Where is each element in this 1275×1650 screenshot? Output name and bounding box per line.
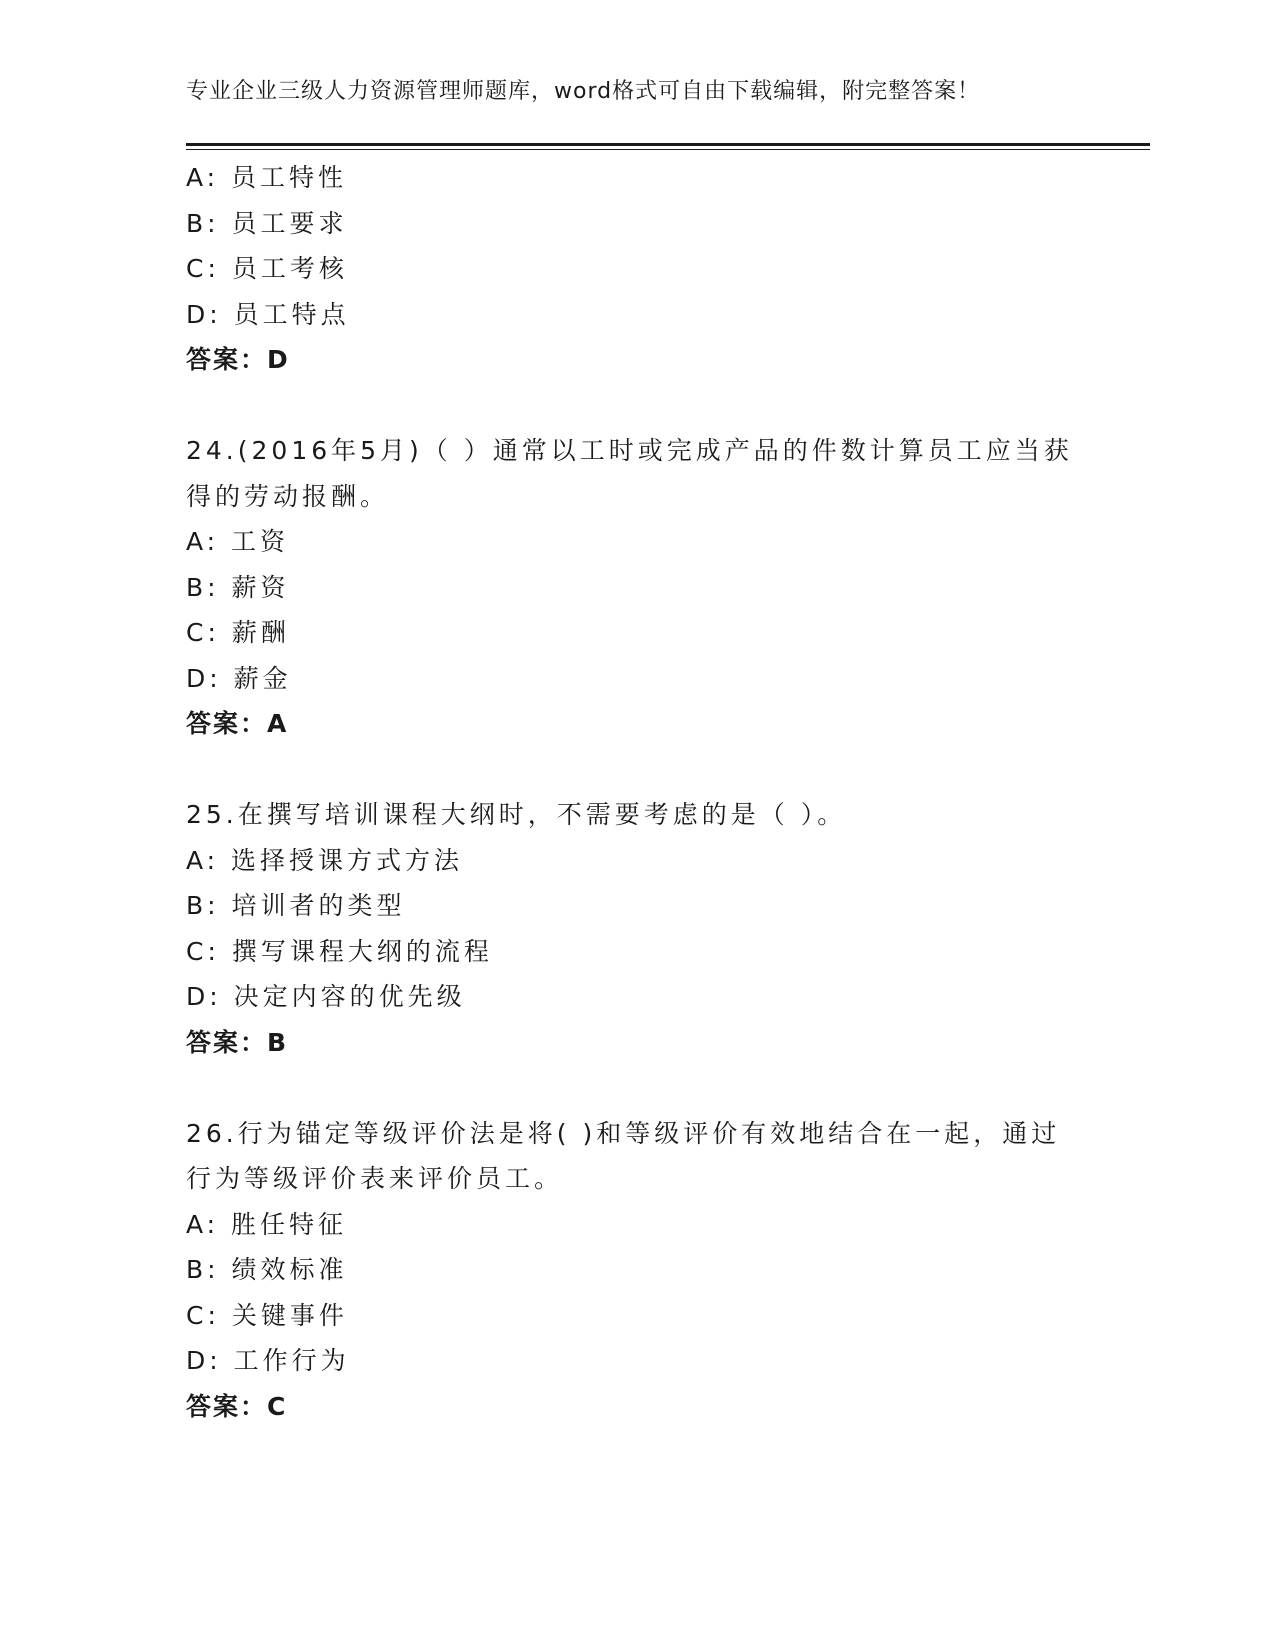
header-divider-thick xyxy=(186,143,1150,146)
option-c: C: 薪酬 xyxy=(186,618,290,647)
question-26 xyxy=(186,1111,1086,1430)
option-a: A: 工资 xyxy=(186,527,290,556)
answer-label: 答案：B xyxy=(186,1027,289,1057)
page-header: 专业企业三级人力资源管理师题库，word格式可自由下载编辑，附完整答案！ xyxy=(186,79,981,104)
option-a: A: 员工特性 xyxy=(186,163,348,192)
answer-label: 答案：C xyxy=(186,1391,288,1421)
option-b: B: 绩效标准 xyxy=(186,1255,348,1284)
option-c: C: 员工考核 xyxy=(186,254,348,283)
option-c: C: 撰写课程大纲的流程 xyxy=(186,936,493,966)
option-d: D: 工作行为 xyxy=(186,1346,350,1375)
question-stem: 26.行为锚定等级评价法是将( )和等级评价有效地结合在一起，通过 xyxy=(186,1118,1061,1148)
option-b: B: 培训者的类型 xyxy=(186,891,406,920)
option-d: D: 员工特点 xyxy=(186,299,350,329)
option-b: B: 薪资 xyxy=(186,572,290,602)
answer-label: 答案：D xyxy=(186,345,290,374)
question-24 xyxy=(186,428,1086,747)
question-stem-continued: 得的劳动报酬。 xyxy=(186,481,390,511)
option-a: A: 选择授课方式方法 xyxy=(186,845,464,875)
answer-label: 答案：A xyxy=(186,709,289,738)
header-divider-thin xyxy=(186,149,1150,150)
question-23 xyxy=(186,155,1086,383)
option-d: D: 决定内容的优先级 xyxy=(186,982,466,1011)
question-25 xyxy=(186,792,1086,1065)
option-d: D: 薪金 xyxy=(186,663,292,693)
option-a: A: 胜任特征 xyxy=(186,1209,348,1239)
question-stem: 24.(2016年5月)（ ）通常以工时或完成产品的件数计算员工应当获 xyxy=(186,436,1073,465)
option-c: C: 关键事件 xyxy=(186,1300,348,1330)
question-stem: 25.在撰写培训课程大纲时，不需要考虑的是（ ）。 xyxy=(186,800,847,829)
question-stem-continued: 行为等级评价表来评价员工。 xyxy=(186,1164,564,1193)
question-content xyxy=(186,155,1086,1429)
option-b: B: 员工要求 xyxy=(186,208,348,238)
